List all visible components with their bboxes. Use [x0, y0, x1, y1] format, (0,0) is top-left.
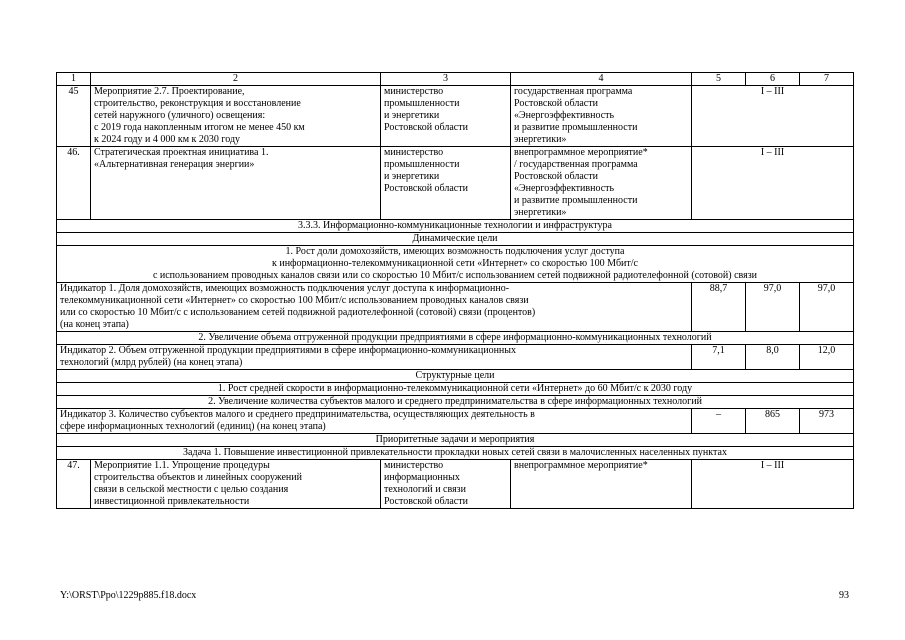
indicator-text: Индикатор 3. Количество субъектов малого и среднего предпринимательства, осуществляющих деятельность в сфере информационных технологий (единиц) (на конец этапа): [57, 409, 692, 434]
page-number: 93: [839, 590, 849, 601]
indicator-value-5: 7,1: [692, 345, 746, 370]
task-text: Задача 1. Повышение инвестиционной привлекательности прокладки новых сетей связи в малочисленных населенных пунктах: [57, 447, 854, 460]
indicator-value-5: 88,7: [692, 283, 746, 332]
row-number: 45: [57, 86, 91, 147]
section-row: [57, 233, 854, 246]
header-col-2: 2: [91, 73, 381, 86]
plan-table: [56, 72, 854, 509]
event-text: Стратегическая проектная инициатива 1. «Альтернативная генерация энергии»: [91, 147, 381, 220]
section-title: 3.3.3. Информационно-коммуникационные технологии и инфраструктура: [57, 220, 854, 233]
indicator-row: [57, 345, 854, 370]
priority-heading: Приоритетные задачи и мероприятия: [57, 434, 854, 447]
indicator-text: Индикатор 1. Доля домохозяйств, имеющих возможность подключения услуг доступа к информационно- телекоммуникационной сети «Интернет» со скоростью 100 Мбит/с использованием проводных каналов связи или со скоростью 10 Мбит/с с использованием сетей подвижной радиотелефонной (сотовой) связи (процентов) (на конец этапа): [57, 283, 692, 332]
header-col-4: 4: [511, 73, 692, 86]
section-row: [57, 220, 854, 233]
indicator-row: [57, 409, 854, 434]
header-col-3: 3: [381, 73, 511, 86]
structural-goals-heading: Структурные цели: [57, 370, 854, 383]
section-row: [57, 434, 854, 447]
row-number: 47.: [57, 460, 91, 509]
indicator-value-6: 865: [746, 409, 800, 434]
table-row: [57, 86, 854, 147]
goal-row: [57, 396, 854, 409]
header-col-1: 1: [57, 73, 91, 86]
indicator-value-6: 8,0: [746, 345, 800, 370]
indicator-value-5: –: [692, 409, 746, 434]
event-text: Мероприятие 1.1. Упрощение процедуры строительства объектов и линейных сооружений связи в сельской местности с целью создания инвестиционной привлекательности: [91, 460, 381, 509]
executor-text: министерство промышленности и энергетики Ростовской области: [381, 86, 511, 147]
header-col-5: 5: [692, 73, 746, 86]
program-text: внепрограммное мероприятие* / государственная программа Ростовской области «Энергоэффективность и развитие промышленности энергетики»: [511, 147, 692, 220]
goal-row: [57, 246, 854, 283]
section-row: [57, 370, 854, 383]
task-row: [57, 447, 854, 460]
goal-row: [57, 332, 854, 345]
stage-text: I – III: [692, 86, 854, 147]
stage-text: I – III: [692, 460, 854, 509]
header-row: [57, 73, 854, 86]
event-text: Мероприятие 2.7. Проектирование, строительство, реконструкция и восстановление сетей наружного (уличного) освещения: с 2019 года накопленным итогом не менее 450 км к 2024 году и 4 000 км к 2030 году: [91, 86, 381, 147]
program-text: государственная программа Ростовской области «Энергоэффективность и развитие промышленности энергетики»: [511, 86, 692, 147]
table-row: [57, 460, 854, 509]
indicator-text: Индикатор 2. Объем отгруженной продукции предприятиями в сфере информационно-коммуникационных технологий (млрд рублей) (на конец этапа): [57, 345, 692, 370]
executor-text: министерство промышленности и энергетики Ростовской области: [381, 147, 511, 220]
indicator-row: [57, 283, 854, 332]
program-text: внепрограммное мероприятие*: [511, 460, 692, 509]
indicator-value-7: 973: [800, 409, 854, 434]
goal-text: 1. Рост средней скорости в информационно-телекоммуникационной сети «Интернет» до 60 Мбит/с к 2030 году: [57, 383, 854, 396]
table-row: [57, 147, 854, 220]
executor-text: министерство информационных технологий и связи Ростовской области: [381, 460, 511, 509]
header-col-7: 7: [800, 73, 854, 86]
file-path: Y:\ORST\Ppo\1229p885.f18.docx: [60, 590, 197, 601]
goal-text: 1. Рост доли домохозяйств, имеющих возможность подключения услуг доступа к информационно-телекоммуникационной сети «Интернет» со скоростью 100 Мбит/с с использованием проводных каналов связи или со скоростью 10 Мбит/с использованием сетей подвижной радиотелефонной (сотовой) связи: [57, 246, 854, 283]
goal-row: [57, 383, 854, 396]
dynamic-goals-heading: Динамические цели: [57, 233, 854, 246]
goal-text: 2. Увеличение количества субъектов малого и среднего предпринимательства в сфере информационных технологий: [57, 396, 854, 409]
row-number: 46.: [57, 147, 91, 220]
stage-text: I – III: [692, 147, 854, 220]
indicator-value-6: 97,0: [746, 283, 800, 332]
header-col-6: 6: [746, 73, 800, 86]
goal-text: 2. Увеличение объема отгруженной продукции предприятиями в сфере информационно-коммуникационных технологий: [57, 332, 854, 345]
indicator-value-7: 97,0: [800, 283, 854, 332]
indicator-value-7: 12,0: [800, 345, 854, 370]
